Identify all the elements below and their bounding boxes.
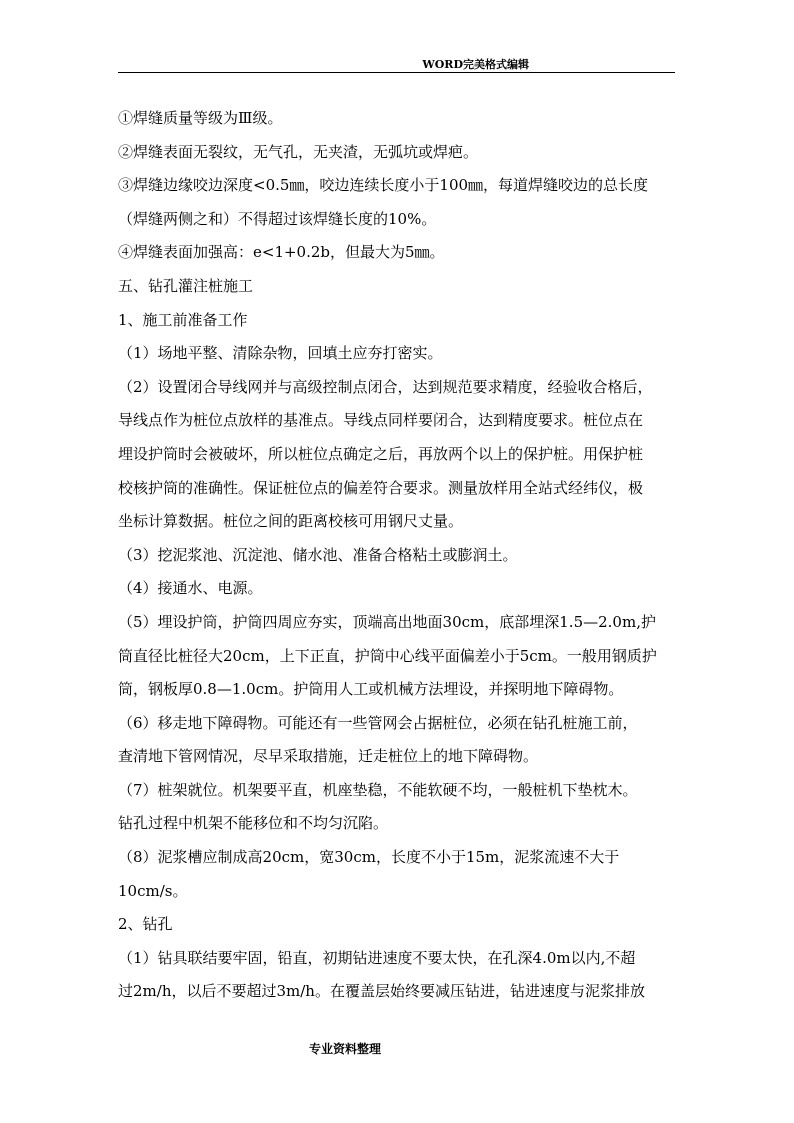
text-line: （1）场地平整、清除杂物，回填土应夯打密实。 [118, 344, 443, 363]
text-line: （2）设置闭合导线网并与高级控制点闭合，达到规范要求精度，经验收合格后， [118, 377, 653, 396]
text-line: 查清地下管网情况，尽早采取措施，迁走桩位上的地下障碍物。 [118, 747, 539, 766]
text-line: （1）钻具联结要牢固，铅直，初期钻进速度不要太快，在孔深4.0m以内,不超 [118, 948, 636, 967]
text-line: ④焊缝表面加强高：e<1+0.2b，但最大为5㎜。 [118, 243, 445, 262]
text-line: （4）接通水、电源。 [118, 579, 263, 598]
text-line: ②焊缝表面无裂纹，无气孔，无夹渣，无弧坑或焊疤。 [118, 142, 479, 161]
text-line: （7）桩架就位。机架要平直，机座垫稳，不能软硬不均，一般桩机下垫枕木。 [118, 780, 638, 799]
text-line: （5）埋设护筒，护筒四周应夯实，顶端高出地面30cm，底部埋深1.5—2.0m,护 [118, 612, 656, 631]
page-header [118, 52, 675, 73]
text-line: （6）移走地下障碍物。可能还有一些管网会占据桩位，必须在钻孔桩施工前， [118, 713, 638, 732]
text-line: （焊缝两侧之和）不得超过该焊缝长度的10%。 [118, 209, 437, 228]
text-line: 导线点作为桩位点放样的基准点。导线点同样要闭合，达到精度要求。桩位点在 [118, 411, 644, 430]
text-line: 10cm/s。 [118, 881, 188, 900]
text-line: 埋设护筒时会被破坏，所以桩位点确定之后，再放两个以上的保护桩。用保护桩 [118, 444, 644, 463]
text-line: 筒，钢板厚0.8—1.0cm。护筒用人工或机械方法埋设，并探明地下障碍物。 [118, 680, 624, 699]
text-line: 筒直径比桩径大20cm，上下正直，护筒中心线平面偏差小于5cm。一般用钢质护 [118, 646, 657, 665]
page-footer [0, 1040, 794, 1057]
document-body [118, 102, 686, 1009]
header-title: WORD完美格式编辑 [422, 58, 529, 71]
text-line: ③焊缝边缘咬边深度<0.5㎜，咬边连续长度小于100㎜，每道焊缝咬边的总长度 [118, 176, 649, 195]
text-line: 校核护筒的准确性。保证桩位点的偏差符合要求。测量放样用全站式经纬仪，极 [118, 478, 644, 497]
text-line: 坐标计算数据。桩位之间的距离校核可用钢尺丈量。 [118, 512, 464, 531]
text-line: 1、施工前准备工作 [118, 310, 248, 329]
text-line: （3）挖泥浆池、沉淀池、储水池、准备合格粘土或膨润土。 [118, 545, 518, 564]
text-line: ①焊缝质量等级为Ⅲ级。 [118, 109, 283, 127]
text-line: 2、钻孔 [118, 915, 173, 934]
text-line: 钻孔过程中机架不能移位和不均匀沉陷。 [118, 814, 389, 833]
text-line: 五、钻孔灌注桩施工 [118, 276, 254, 295]
text-line: （8）泥浆槽应制成高20cm，宽30cm，长度不小于15m，泥浆流速不大于 [118, 848, 620, 867]
footer-text: 专业资料整理 [308, 1042, 381, 1056]
text-line: 过2m/h，以后不要超过3m/h。在覆盖层始终要减压钻进，钻进速度与泥浆排放 [118, 982, 645, 1001]
